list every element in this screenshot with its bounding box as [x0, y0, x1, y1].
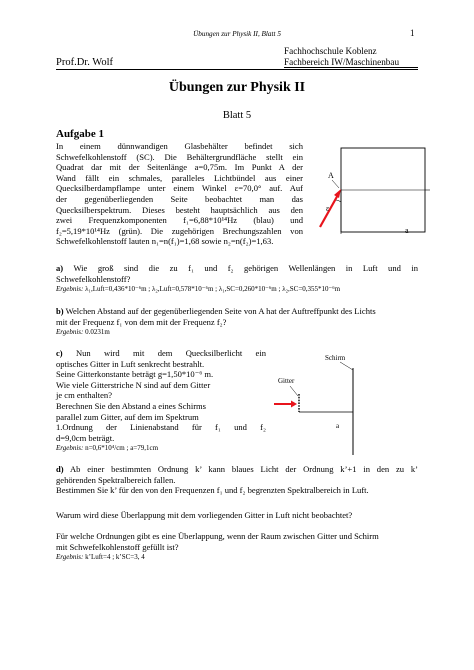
distance-label: a	[336, 422, 340, 430]
result-label: Ergebnis:	[56, 444, 84, 453]
part-b	[56, 306, 418, 338]
result-value: λ₁,Luft=0,436*10⁻⁶m ; λ₂,Luft=0,578*10⁻⁶m ; λ₁,SC=0,260*10⁻⁶m ; λ₂,SC=0,355*10⁻⁶m	[85, 285, 341, 294]
part-c-line	[56, 348, 266, 359]
intro-line: Quecksilberspektrum. Dieses besteht hauptsächlich aus den	[56, 204, 303, 215]
grating-figure	[270, 350, 380, 460]
result-value: k’Luft=4 ; k’SC=3, 4	[85, 553, 145, 562]
intro-line: zwei Frequenzkomponenten f₁=6,88*10¹⁴Hz (blau) und	[56, 215, 303, 226]
intro-line: Schwefelkohlenstoff lauten n₁=n(f₁)=1,68 sowie n₂=n(f₂)=1,63.	[56, 236, 274, 247]
part-a-result	[56, 284, 418, 295]
part-d-line: Für welche Ordnungen gibt es eine Überlappung, wenn der Raum zwischen Gitter und Schirm	[56, 531, 379, 541]
part-d	[56, 464, 418, 496]
grating-label: Gitter	[278, 377, 295, 385]
screen-pointer	[340, 362, 353, 370]
part-a-text: Wie groß sind die zu f₁ und f₂ gehörigen Wellenlängen in Luft und in	[73, 263, 418, 273]
part-c-line: Wie viele Gitterstriche N sind auf dem Gitter	[56, 379, 211, 390]
part-c-line: 1.Ordnung der Linienabstand für f₁ und f₂	[56, 422, 266, 433]
page-number: 1	[410, 28, 415, 38]
part-b-text: Welchen Abstand auf der gegenüberliegenden Seite von A hat der Auftreffpunkt des Lichts	[65, 306, 376, 316]
part-d-line: Bestimmen Sie k’ für den von den Frequenzen f₁ und f₂ begrenzten Spektralbereich in Luft.	[56, 485, 369, 496]
part-c-line: d=9,0cm beträgt.	[56, 432, 115, 443]
part-a-line: Schwefelkohlenstoff?	[56, 273, 131, 284]
part-d-result	[56, 552, 418, 563]
incident-ray-arrowhead	[291, 401, 297, 408]
part-c-line: optisches Gitter in Luft senkrecht bestrahlt.	[56, 358, 205, 369]
point-a-label: A	[328, 171, 334, 180]
side-length-label: a	[405, 226, 409, 235]
part-d-line: Warum wird diese Überlappung mit dem vorliegenden Gitter in Luft nicht beobachtet?	[56, 510, 353, 520]
part-a	[56, 263, 418, 295]
intro-line: der gegenüberliegenden Seite beobachtet man das	[56, 193, 303, 204]
part-a-marker: a)	[56, 263, 64, 273]
header-divider	[56, 69, 418, 70]
result-value: 0.0231m	[85, 328, 110, 337]
part-a-line	[56, 263, 418, 274]
grating-pointer	[290, 386, 298, 396]
part-d-line: gehörenden Spektralbereich fallen.	[56, 474, 176, 485]
part-b-result	[56, 327, 418, 338]
part-d-question-2	[56, 510, 418, 521]
school-name: Fachhochschule Koblenz	[284, 46, 377, 56]
sheet-number: Blatt 5	[222, 110, 252, 121]
author-name: Prof.Dr. Wolf	[56, 57, 114, 68]
intro-line: f₂=5,19*10¹⁴Hz (grün). Die zugehörigen Brechungszahlen von	[56, 225, 303, 236]
part-d-line: mit Schwefelkohlenstoff gefüllt ist?	[56, 541, 179, 552]
part-b-line: mit der Frequenz f₁ von dem mit der Frequenz f₂?	[56, 316, 227, 327]
result-label: Ergebnis:	[56, 285, 84, 294]
intro-line: In einem dünnwandigen Glasbehälter befindet sich	[56, 141, 303, 151]
intro-line: Quadrat dar mit der Seitenlänge a=0,75m. Im Punkt A der	[56, 162, 303, 173]
part-d-question-3	[56, 531, 418, 563]
part-c-marker: c)	[56, 348, 63, 358]
part-c-text: Nun wird mit dem Quecksilberlicht ein	[75, 348, 267, 358]
intro-line: Quecksilberdampflampe unter einem Winkel ε=70,0° auf. Auf	[56, 183, 303, 194]
part-c-line: Berechnen Sie den Abstand a eines Schirms	[56, 400, 207, 411]
screen-label: Schirm	[325, 354, 346, 362]
angle-arc	[336, 200, 341, 202]
part-c	[56, 348, 266, 454]
department-underline	[284, 67, 418, 68]
part-c-line: je cm enthalten?	[56, 390, 113, 401]
part-d-marker: d)	[56, 464, 64, 474]
intro-paragraph	[56, 141, 303, 247]
part-d-line	[56, 464, 418, 475]
part-b-marker: b)	[56, 306, 64, 316]
light-ray-arrowhead	[334, 189, 341, 198]
result-value: n=0,6*10⁴/cm ; a=79,1cm	[85, 444, 159, 453]
page-title: Übungen zur Physik II	[168, 80, 306, 95]
part-c-result	[56, 443, 266, 454]
section-title: Aufgabe 1	[56, 128, 104, 140]
running-head: Übungen zur Physik II, Blatt 5	[193, 30, 281, 38]
part-b-line	[56, 306, 418, 317]
result-label: Ergebnis:	[56, 553, 84, 562]
point-a-pointer	[332, 180, 339, 188]
angle-epsilon-label: ε	[326, 204, 330, 213]
part-c-line: Seine Gitterkonstante beträgt g=1,50*10⁻⁶ m.	[56, 369, 214, 380]
intro-line: Schwefelkohlenstoff (SC). Die Behältergrundfläche stellt ein	[56, 151, 303, 162]
light-ray	[320, 193, 339, 227]
intro-line: Wand fällt ein schmales, paralleles Lichtbündel aus einer	[56, 172, 303, 183]
part-c-line: parallel zum Gitter, auf dem im Spektrum	[56, 411, 199, 422]
container-figure	[310, 146, 430, 242]
part-d-text: Ab einer bestimmten Ordnung k’ kann blaues Licht der Ordnung k’+1 in den zu k’	[69, 464, 418, 474]
result-label: Ergebnis:	[56, 328, 84, 337]
department-name: Fachbereich IW/Maschinenbau	[284, 57, 400, 67]
